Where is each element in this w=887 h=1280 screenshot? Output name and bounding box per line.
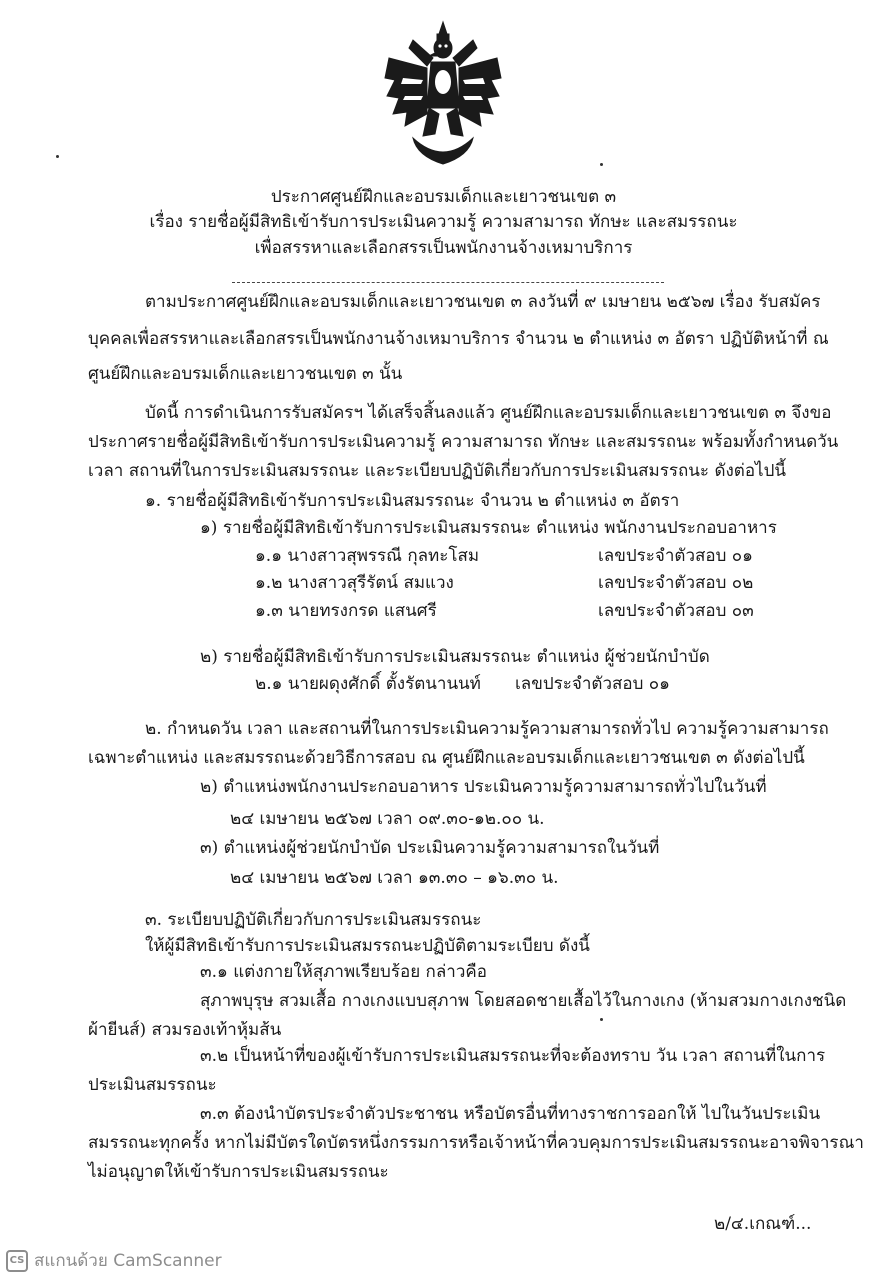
page-continuation: ๒/๔.เกณฑ์... — [714, 1214, 812, 1234]
paragraph2-line-3: เวลา สถานที่ในการประเมินสมรรถนะ และระเบียบปฏิบัติเกี่ยวกับการประเมินสมรรถนะ ดังต่อไปนี้ — [88, 461, 786, 481]
announcement-purpose: เพื่อสรรหาและเลือกสรรเป็นพนักงานจ้างเหมาบริการ — [254, 238, 633, 258]
rule-3-1-heading: ๓.๑ แต่งกายให้สุภาพเรียบร้อย กล่าวคือ — [200, 962, 487, 982]
section1-heading: ๑. รายชื่อผู้มีสิทธิเข้ารับการประเมินสมรรถนะ จำนวน ๒ ตำแหน่ง ๓ อัตรา — [145, 491, 680, 511]
rule-3-2-line-2: ประเมินสมรรถนะ — [88, 1075, 217, 1095]
intro-line-2: บุคคลเพื่อสรรหาและเลือกสรรเป็นพนักงานจ้างเหมาบริการ จำนวน ๒ ตำแหน่ง ๓ อัตรา ปฏิบัติหน้าที่ ณ — [88, 329, 829, 349]
exam-number: เลขประจำตัวสอบ ๐๑ — [598, 546, 753, 566]
camscanner-watermark — [6, 1247, 222, 1274]
camscanner-logo-icon: CS — [6, 1250, 28, 1272]
candidate-name: ๑.๑ นางสาวสุพรรณี กุลทะโสม — [255, 546, 480, 566]
announcement-subject: เรื่อง รายชื่อผู้มีสิทธิเข้ารับการประเมินความรู้ ความสามารถ ทักษะ และสมรรถนะ — [149, 212, 738, 232]
section1-sub2-heading: ๒) รายชื่อผู้มีสิทธิเข้ารับการประเมินสมรรถนะ ตำแหน่ง ผู้ช่วยนักบำบัด — [200, 647, 710, 667]
rule-3-1-line-2: ผ้ายีนส์) สวมรองเท้าหุ้มส้น — [88, 1020, 282, 1040]
candidate-name: ๒.๑ นายผดุงศักดิ์ ตั้งรัตนานนท์ — [255, 674, 481, 694]
camscanner-label: สแกนด้วย CamScanner — [34, 1251, 222, 1271]
section2-item1-line-2: ๒๔ เมษายน ๒๕๖๗ เวลา ๐๙.๓๐-๑๒.๐๐ น. — [230, 809, 545, 829]
section3-intro: ให้ผู้มีสิทธิเข้ารับการประเมินสมรรถนะปฏิบัติตามระเบียบ ดังนี้ — [145, 936, 590, 956]
exam-number: เลขประจำตัวสอบ ๐๓ — [598, 601, 754, 621]
scan-speck — [56, 155, 59, 158]
candidate-name: ๑.๒ นางสาวสุรีรัตน์ สมแวง — [255, 573, 454, 593]
section2-item2-line-2: ๒๔ เมษายน ๒๕๖๗ เวลา ๑๓.๓๐ – ๑๖.๓๐ น. — [230, 868, 559, 888]
garuda-emblem-icon — [383, 18, 503, 168]
announcement-title: ประกาศศูนย์ฝึกและอบรมเด็กและเยาวชนเขต ๓ — [270, 187, 617, 207]
rule-3-3-line-1: ๓.๓ ต้องนำบัตรประจำตัวประชาชน หรือบัตรอื่นที่ทางราชการออกให้ ไปในวันประเมิน — [200, 1104, 821, 1124]
section1-sub1-heading: ๑) รายชื่อผู้มีสิทธิเข้ารับการประเมินสมรรถนะ ตำแหน่ง พนักงานประกอบอาหาร — [200, 518, 777, 538]
section3-heading: ๓. ระเบียบปฏิบัติเกี่ยวกับการประเมินสมรรถนะ — [145, 910, 482, 930]
scan-speck — [600, 163, 603, 166]
section2-line-2: เฉพาะตำแหน่ง และสมรรถนะด้วยวิธีการสอบ ณ ศูนย์ฝึกและอบรมเด็กและเยาวชนเขต ๓ ดังต่อไปนี้ — [88, 748, 805, 768]
exam-number: เลขประจำตัวสอบ ๐๒ — [598, 573, 754, 593]
rule-3-2-line-1: ๓.๒ เป็นหน้าที่ของผู้เข้ารับการประเมินสมรรถนะที่จะต้องทราบ วัน เวลา สถานที่ในการ — [200, 1046, 826, 1066]
intro-line-1: ตามประกาศศูนย์ฝึกและอบรมเด็กและเยาวชนเขต ๓ ลงวันที่ ๙ เมษายน ๒๕๖๗ เรื่อง รับสมัคร — [145, 292, 821, 312]
candidate-name: ๑.๓ นายทรงกรด แสนศรี — [255, 601, 437, 621]
section2-line-1: ๒. กำหนดวัน เวลา และสถานที่ในการประเมินความรู้ความสามารถทั่วไป ความรู้ความสามารถ — [145, 719, 829, 739]
scan-speck — [600, 1018, 603, 1021]
rule-3-3-line-3: ไม่อนุญาตให้เข้ารับการประเมินสมรรถนะ — [88, 1162, 389, 1182]
section2-item2-line-1: ๓) ตำแหน่งผู้ช่วยนักบำบัด ประเมินความรู้ความสามารถในวันที่ — [200, 838, 660, 858]
paragraph2-line-1: บัดนี้ การดำเนินการรับสมัครฯ ได้เสร็จสิ้นลงแล้ว ศูนย์ฝึกและอบรมเด็กและเยาวชนเขต ๓ จึงขอ — [145, 403, 832, 423]
paragraph2-line-2: ประกาศรายชื่อผู้มีสิทธิเข้ารับการประเมินความรู้ ความสามารถ ทักษะ และสมรรถนะ พร้อมทั้งกำหนดวัน — [88, 432, 839, 452]
intro-line-3: ศูนย์ฝึกและอบรมเด็กและเยาวชนเขต ๓ นั้น — [88, 364, 403, 384]
title-divider — [232, 282, 664, 283]
rule-3-1-line-1: สุภาพบุรุษ สวมเสื้อ กางเกงแบบสุภาพ โดยสอดชายเสื้อไว้ในกางเกง (ห้ามสวมกางเกงชนิด — [200, 991, 847, 1011]
section2-item1-line-1: ๒) ตำแหน่งพนักงานประกอบอาหาร ประเมินความรู้ความสามารถทั่วไปในวันที่ — [200, 777, 767, 797]
rule-3-3-line-2: สมรรถนะทุกครั้ง หากไม่มีบัตรใดบัตรหนึ่งกรรมการหรือเจ้าหน้าที่ควบคุมการประเมินสมรรถนะอาจพิจารณา — [88, 1133, 864, 1153]
exam-number: เลขประจำตัวสอบ ๐๑ — [515, 674, 670, 694]
